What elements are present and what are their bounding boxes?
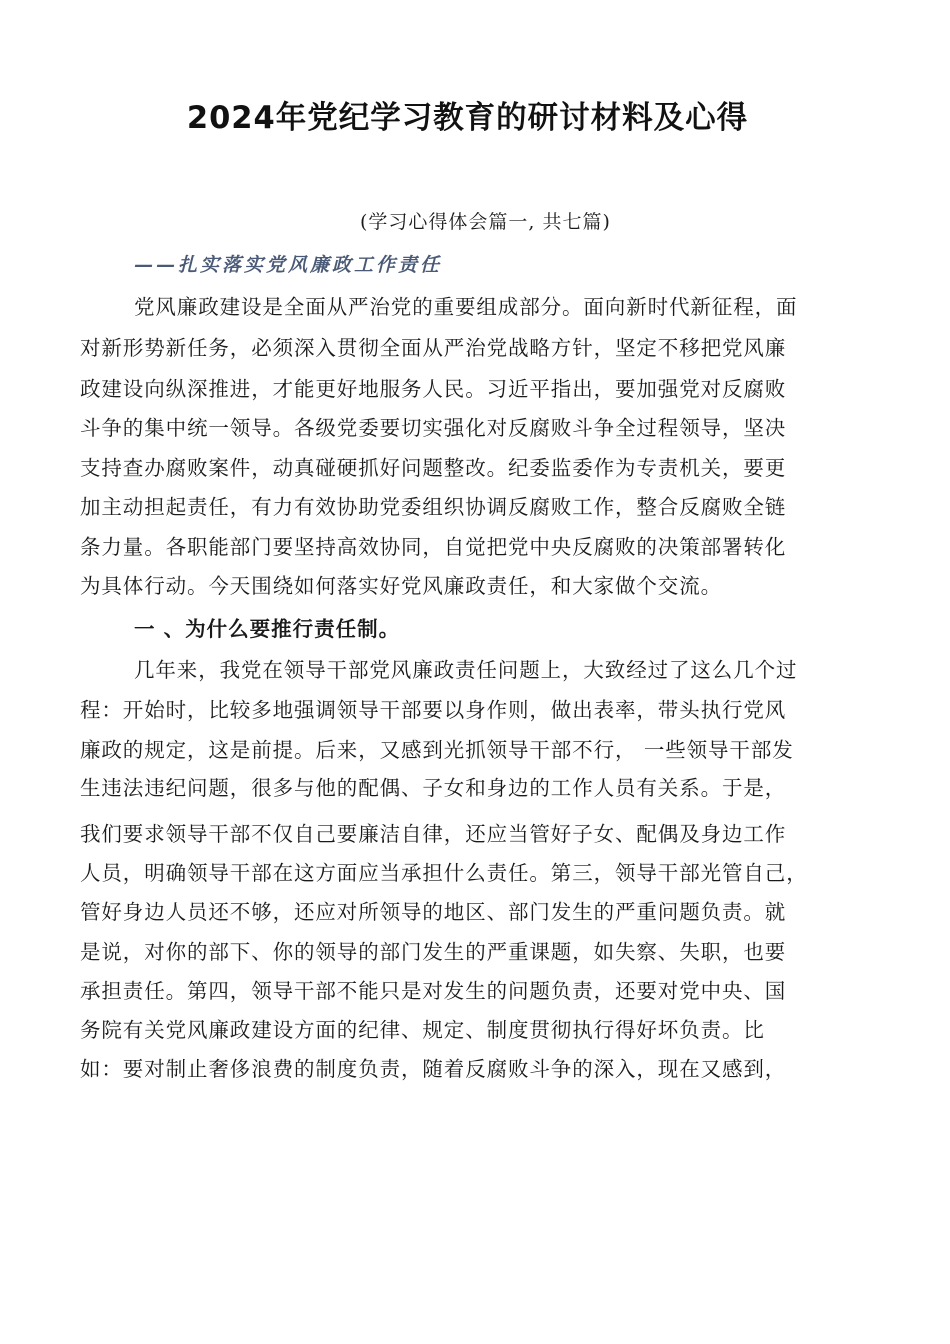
paragraph-line: 我们要求领导干部不仅自己要廉洁自律，还应当管好子女、配偶及身边工作 (80, 822, 787, 846)
section-heading: 一 、为什么要推行责任制。 (134, 617, 401, 641)
paragraph-line: 廉政的规定，这是前提。后来，又感到光抓领导干部不行， 一些领导干部发 (80, 738, 794, 762)
paragraph-line: 加主动担起责任，有力有效协助党委组织协调反腐败工作，整合反腐败全链 (80, 495, 787, 519)
paragraph-line: 党风廉政建设是全面从严治党的重要组成部分。面向新时代新征程，面 (134, 295, 798, 319)
paragraph-line: 人员，明确领导干部在这方面应当承担什么责任。第三，领导干部光管自己， (80, 861, 808, 885)
paragraph-line: 支持查办腐败案件，动真碰硬抓好问题整改。纪委监委作为专责机关，要更 (80, 456, 787, 480)
document-title: 2024年党纪学习教育的研讨材料及心得 (186, 100, 749, 136)
paragraph-line: 为具体行动。今天围绕如何落实好党风廉政责任，和大家做个交流。 (80, 574, 722, 598)
paragraph-line: 斗争的集中统一领导。各级党委要切实强化对反腐败斗争全过程领导，坚决 (80, 416, 787, 440)
document-subtitle: (学习心得体会篇一, 共七篇) (360, 211, 611, 233)
document-theme: ——扎实落实党风廉政工作责任 (134, 254, 443, 276)
paragraph-line: 对新形势新任务，必须深入贯彻全面从严治党战略方针，坚定不移把党风廉 (80, 336, 787, 360)
paragraph-line: 政建设向纵深推进，才能更好地服务人民。习近平指出，要加强党对反腐败 (80, 377, 787, 401)
paragraph-line: 务院有关党风廉政建设方面的纪律、规定、制度贯彻执行得好坏负责。比 (80, 1018, 765, 1042)
paragraph-line: 程：开始时，比较多地强调领导干部要以身作则，做出表率，带头执行党风 (80, 698, 787, 722)
paragraph-line: 是说，对你的部下、你的领导的部门发生的严重课题，如失察、失职，也要 (80, 940, 787, 964)
paragraph-line: 条力量。各职能部门要坚持高效协同，自觉把党中央反腐败的决策部署转化 (80, 535, 787, 559)
paragraph-line: 承担责任。第四，领导干部不能只是对发生的问题负责，还要对党中央、国 (80, 979, 787, 1003)
paragraph-line: 生违法违纪问题，很多与他的配偶、子女和身边的工作人员有关系。于是， (80, 776, 787, 800)
paragraph-line: 几年来，我党在领导干部党风廉政责任问题上，大致经过了这么几个过 (134, 658, 798, 682)
paragraph-line: 如：要对制止奢侈浪费的制度负责，随着反腐败斗争的深入，现在又感到， (80, 1057, 787, 1081)
paragraph-line: 管好身边人员还不够，还应对所领导的地区、部门发生的严重问题负责。就 (80, 900, 787, 924)
